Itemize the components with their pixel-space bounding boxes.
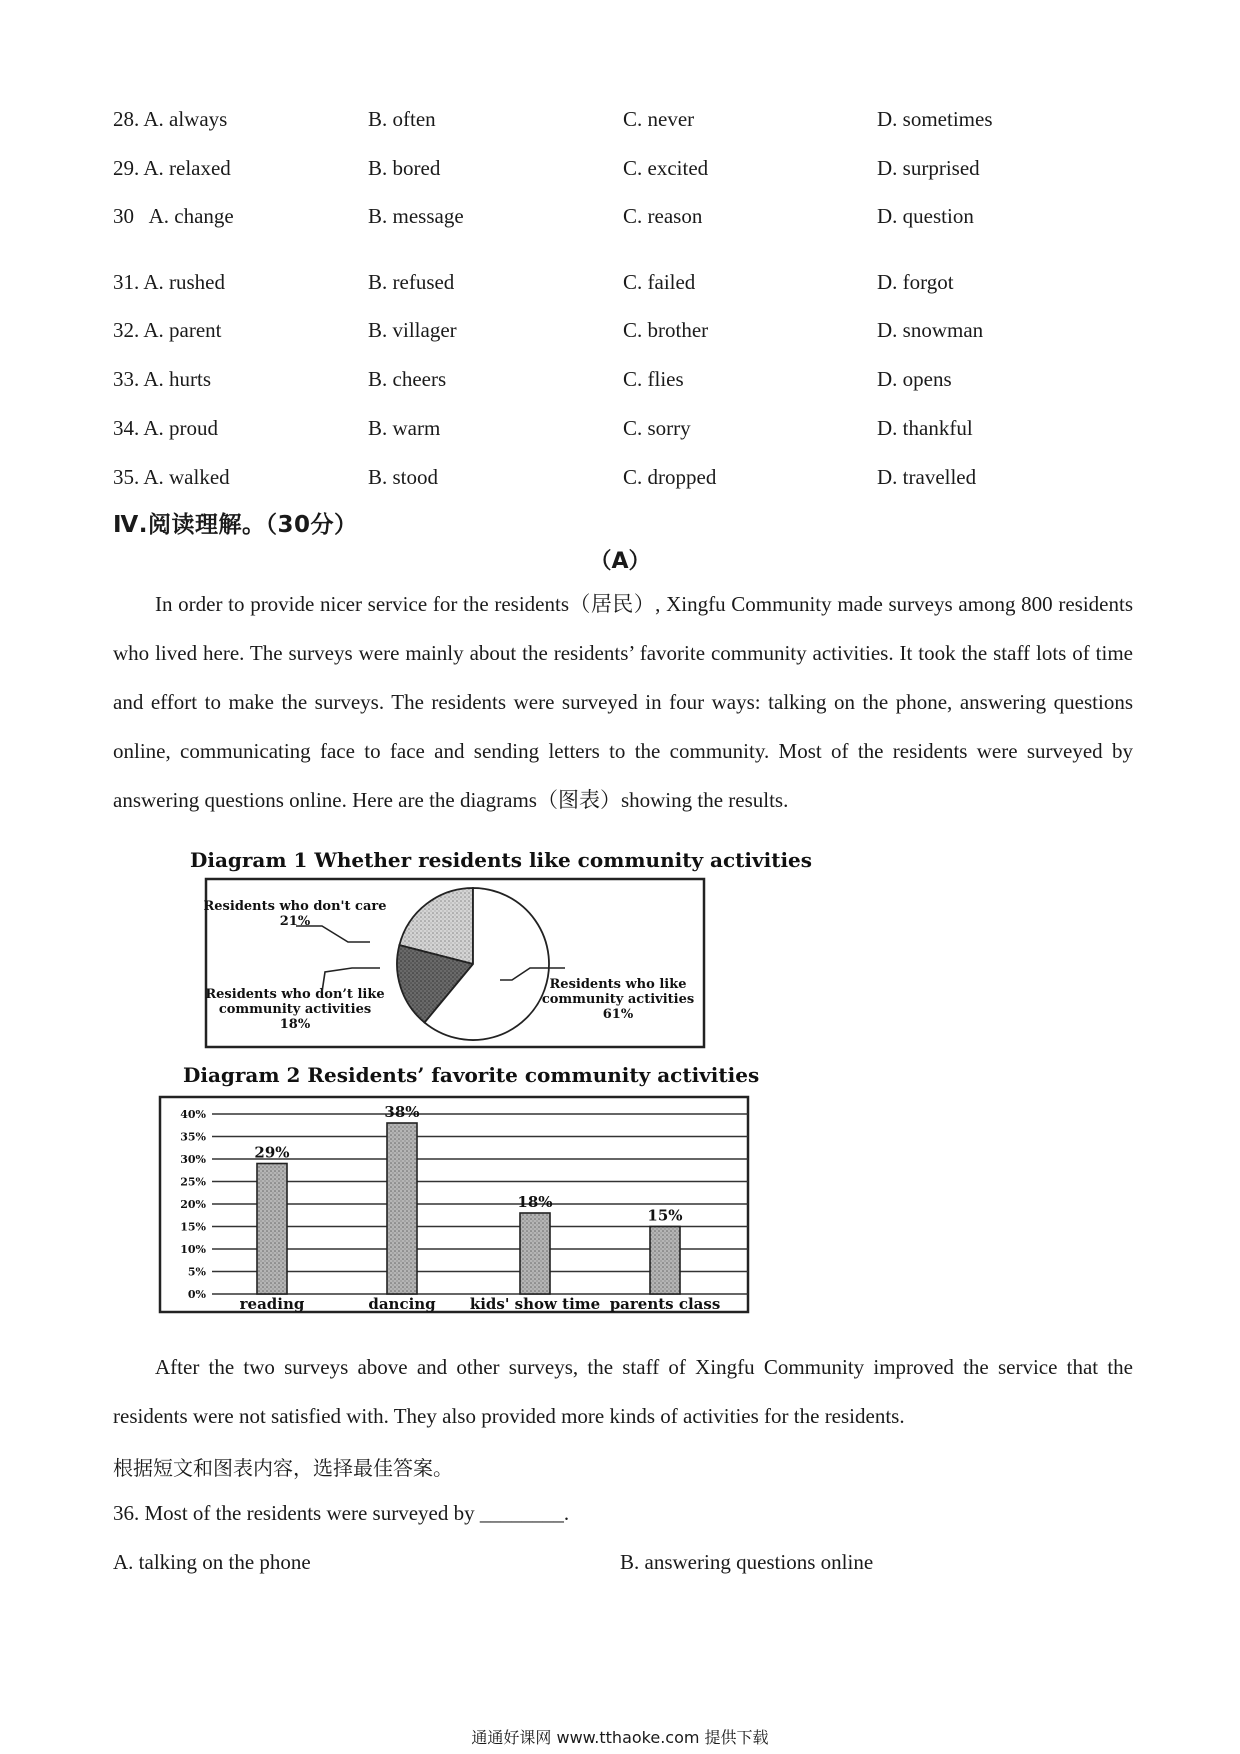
option-d: D. surprised xyxy=(877,156,980,180)
option-d: D. thankful xyxy=(877,416,973,440)
option-b: B. cheers xyxy=(368,367,447,391)
y-tick-label: 20% xyxy=(180,1198,206,1211)
option-c: C. excited xyxy=(623,156,709,180)
diagram-1-title: Diagram 1 Whether residents like community activities xyxy=(190,848,813,872)
option-a: 32. A. parent xyxy=(113,318,222,342)
bar-value-label: 38% xyxy=(384,1103,420,1121)
y-tick-label: 35% xyxy=(180,1130,206,1144)
option-c: C. sorry xyxy=(623,416,691,440)
option-d: D. snowman xyxy=(877,318,984,342)
option-c: C. reason xyxy=(623,204,703,228)
y-tick-label: 25% xyxy=(180,1175,206,1189)
bar-reading xyxy=(257,1164,287,1295)
y-tick-label: 5% xyxy=(187,1265,206,1279)
passage-title: （A） xyxy=(589,549,651,574)
y-tick-label: 40% xyxy=(180,1108,206,1121)
option-row-34 xyxy=(113,416,1133,446)
bar-dancing xyxy=(387,1123,417,1294)
paragraph-1-text: In order to provide nicer service for the residents（居民）, Xingfu Community made surveys among 800 residents who lived here. The surveys were mainly about the residents’ favorite community activities. It took the staff lots of time and effort to make the surveys. The residents were surveyed in four ways: talking on the phone, answering questions online, communicating face to face and sending letters to the community. Most of the residents were surveyed by answering questions online. Here are the diagrams（图表）showing the results. xyxy=(113,592,1133,812)
option-row-31 xyxy=(113,270,1133,300)
option-b: B. bored xyxy=(368,156,441,180)
y-tick-label: 15% xyxy=(180,1220,206,1234)
option-c: C. failed xyxy=(623,270,696,294)
option-b: B. stood xyxy=(368,465,439,489)
bar-parents-class xyxy=(650,1227,680,1295)
question-36-option-b: B. answering questions online xyxy=(620,1550,874,1574)
option-b: B. message xyxy=(368,204,464,228)
option-a: 31. A. rushed xyxy=(113,270,225,294)
option-a: 34. A. proud xyxy=(113,416,218,440)
option-row-35 xyxy=(113,465,1133,495)
label-like: Residents who like community activities 61% xyxy=(541,977,695,1022)
option-b: B. often xyxy=(368,107,436,131)
bar-value-label: 15% xyxy=(647,1206,683,1225)
y-tick-label: 0% xyxy=(187,1288,206,1301)
option-b: B. warm xyxy=(368,416,441,440)
option-c: C. dropped xyxy=(623,465,717,489)
bar-value-label: 29% xyxy=(254,1143,290,1162)
option-a: 35. A. walked xyxy=(113,465,230,489)
x-category-label: kids' show time xyxy=(469,1295,601,1313)
bar-kids-show-time xyxy=(520,1213,550,1294)
label-dont-like: Residents who don’t like community activities 18% xyxy=(205,987,385,1032)
option-b: B. villager xyxy=(368,318,457,342)
option-row-33 xyxy=(113,367,1133,397)
option-d: D. opens xyxy=(877,367,952,391)
option-d: D. travelled xyxy=(877,465,977,489)
paragraph-conclusion xyxy=(113,1343,1133,1441)
section-title: Ⅳ.阅读理解。（30分） xyxy=(113,512,358,538)
paragraph-2-text: After the two surveys above and other surveys, the staff of Xingfu Community improved the service that the residents were not satisfied with. They also provided more kinds of activities for the residents. xyxy=(113,1355,1133,1428)
option-d: D. forgot xyxy=(877,270,954,294)
instruction: 根据短文和图表内容，选择最佳答案。 xyxy=(113,1456,453,1480)
question-36-option-a: A. talking on the phone xyxy=(113,1550,311,1574)
bar-chart xyxy=(150,1090,760,1320)
option-c: C. brother xyxy=(623,318,709,342)
paragraph-intro xyxy=(113,580,1133,825)
option-d: D. question xyxy=(877,204,974,228)
option-c: C. never xyxy=(623,107,695,131)
x-category-label: dancing xyxy=(368,1295,436,1313)
option-a: 29. A. relaxed xyxy=(113,156,231,180)
y-tick-label: 30% xyxy=(180,1153,206,1166)
option-b: B. refused xyxy=(368,270,455,294)
question-36: 36. Most of the residents were surveyed by ________. xyxy=(113,1501,570,1525)
bar-value-label: 18% xyxy=(517,1193,553,1211)
option-row-30 xyxy=(113,204,1133,234)
option-row-29 xyxy=(113,156,1133,186)
diagram-2-title: Diagram 2 Residents’ favorite community activities xyxy=(183,1063,760,1087)
label-dont-care: Residents who don't care 21% xyxy=(203,899,387,929)
option-c: C. flies xyxy=(623,367,684,391)
x-category-label: reading xyxy=(239,1295,305,1313)
x-category-label: parents class xyxy=(609,1295,721,1313)
option-a: 33. A. hurts xyxy=(113,367,212,391)
option-row-32 xyxy=(113,318,1133,348)
option-row-28 xyxy=(113,107,1133,137)
pie-chart xyxy=(200,876,710,1052)
option-d: D. sometimes xyxy=(877,107,993,131)
option-a: 28. A. always xyxy=(113,107,228,131)
y-tick-label: 10% xyxy=(180,1243,206,1256)
footer: 通通好课网 www.tthaoke.com 提供下载 xyxy=(471,1728,769,1747)
option-a: 30 A. change xyxy=(113,204,234,228)
